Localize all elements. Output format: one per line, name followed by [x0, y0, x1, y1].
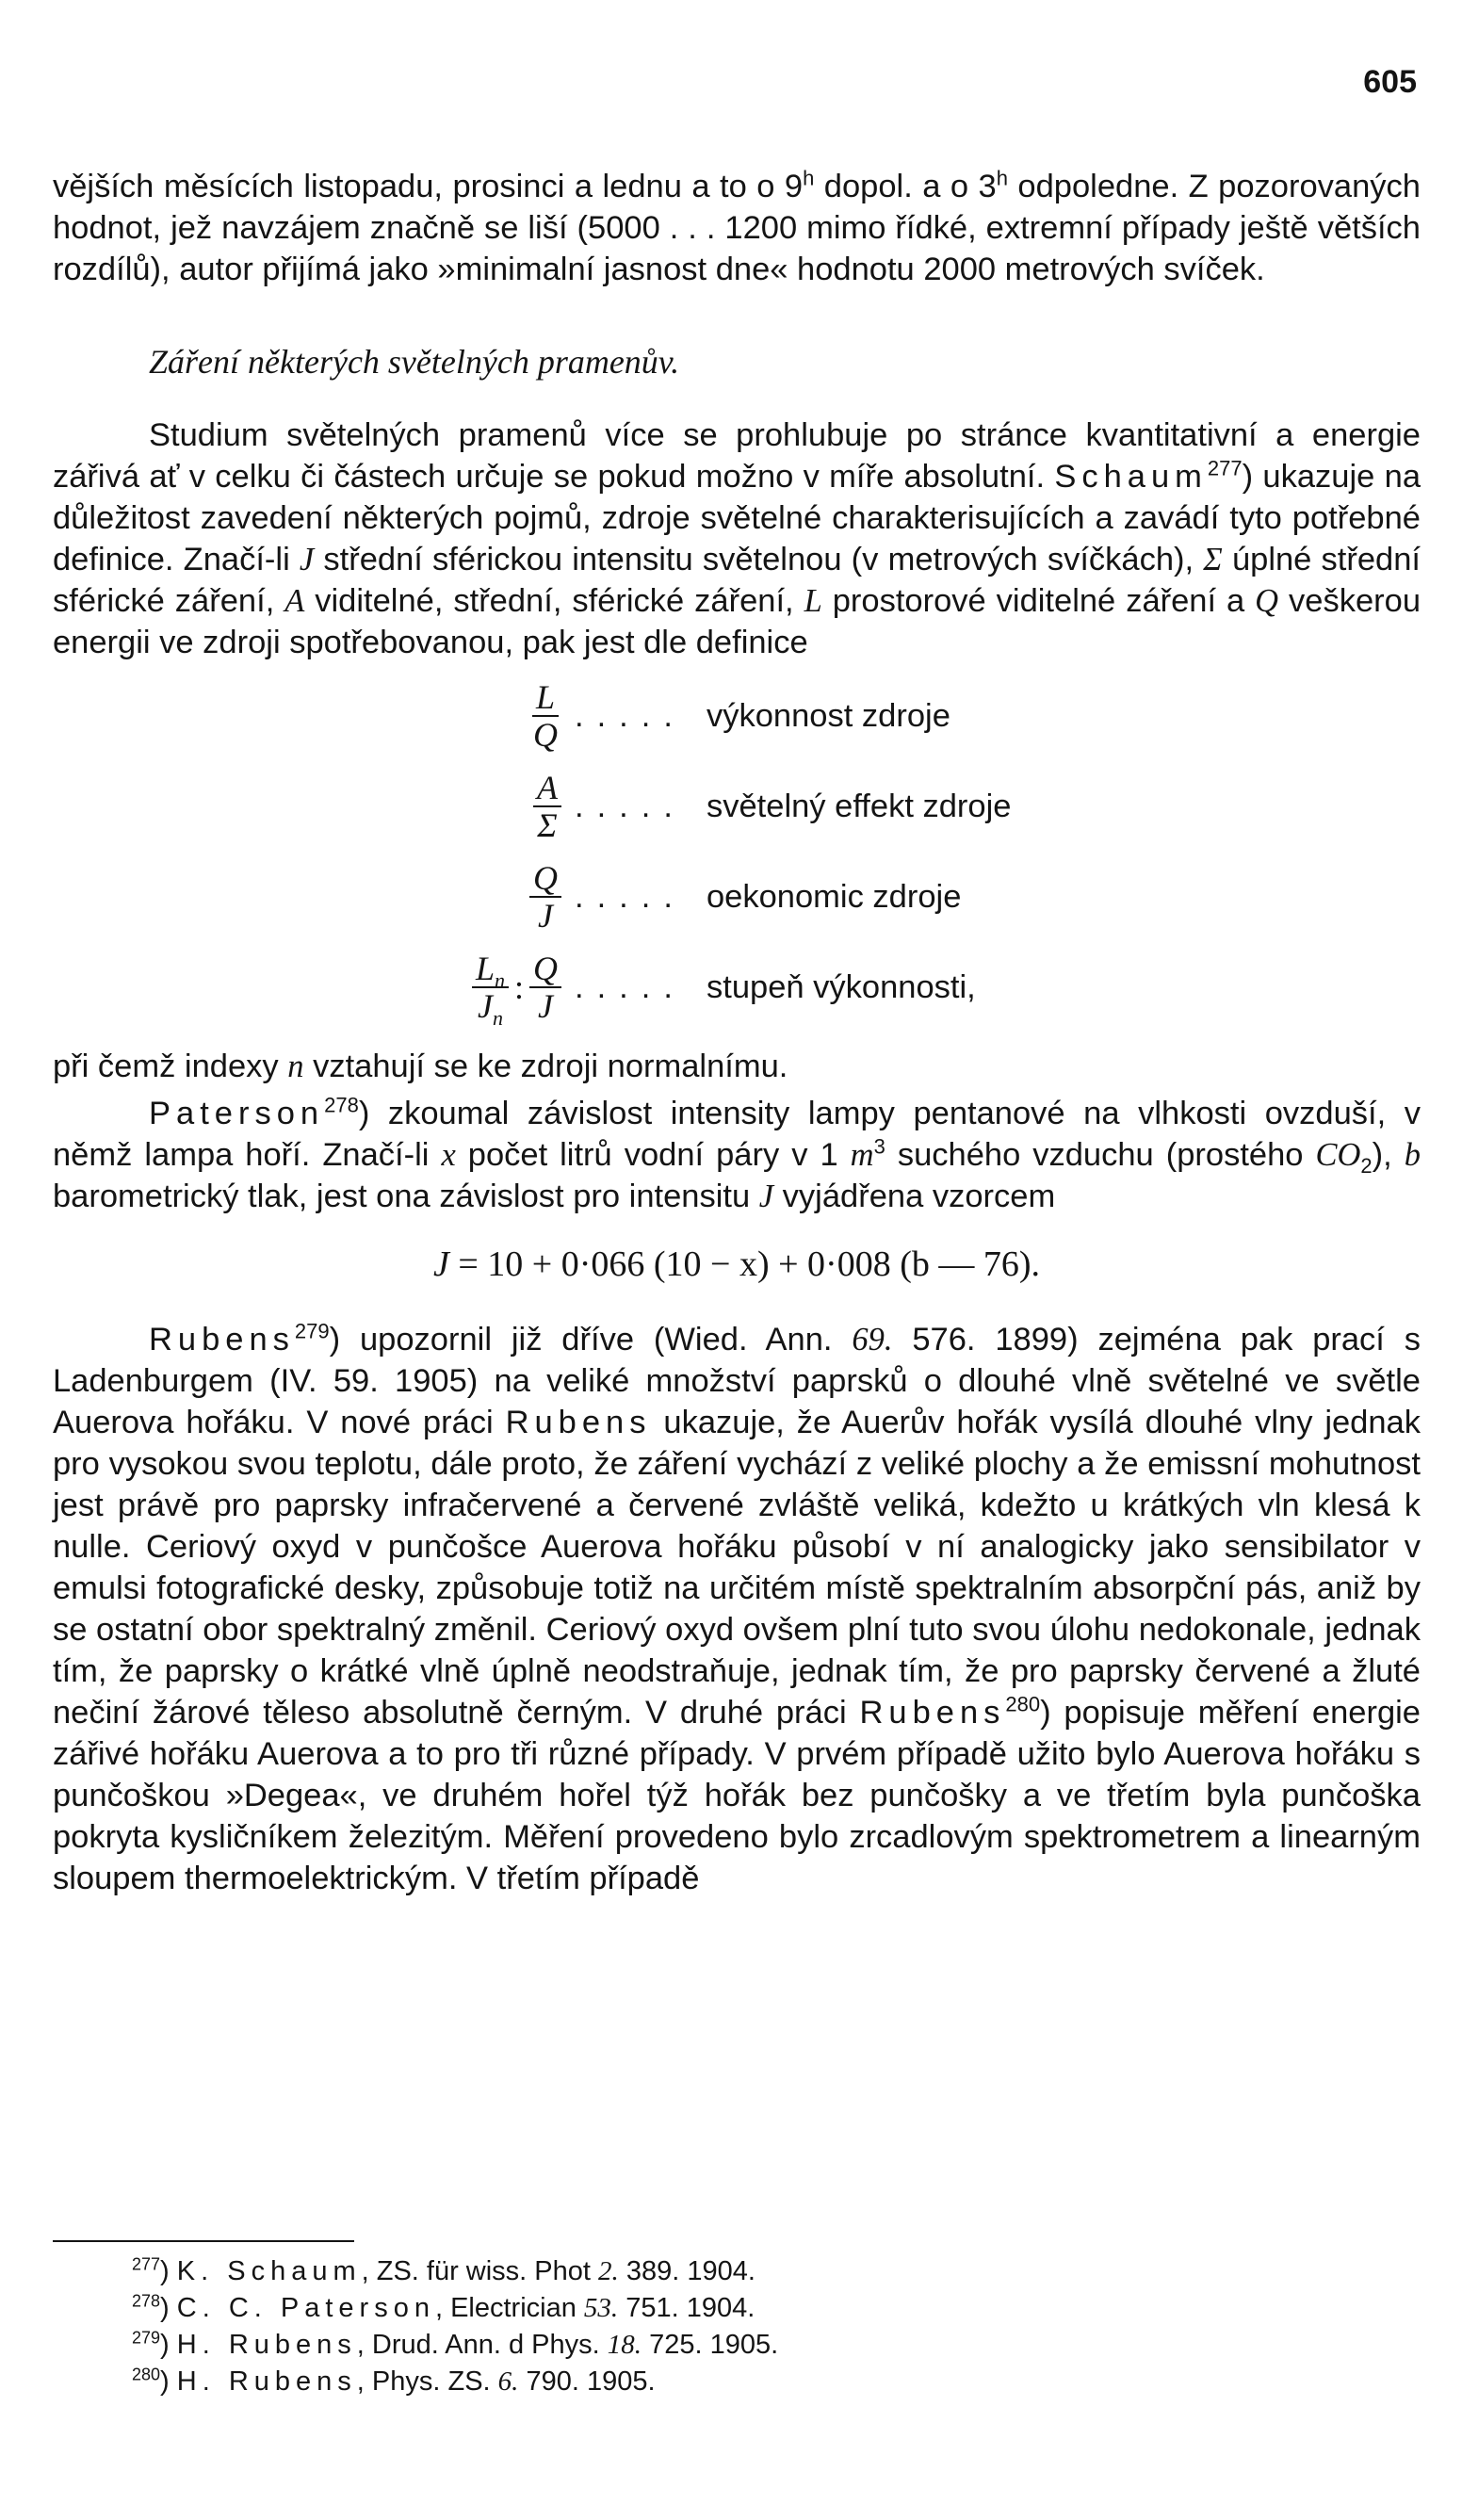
- formula: J = 10 + 0·066 (10 − x) + 0·008 (b — 76).: [432, 1244, 1041, 1284]
- definition-label: stupeň výkonnosti,: [707, 969, 976, 1005]
- paragraph-2: Studium světelných pramenů více se prohlubuje po stránce kvantitativní a energie zářivá ať v celku či částech určuje se pokud možno v míře absolutní. Schaum$^{277}$) ukazuje na důležitost zavedení některých pojmů, zdroje světelné charakterisujících a zavádí tyto potřebné definice. Značí-li J střední sférickou intensitu světelnou (v metrových svíčkách), Σ úplné střední sférické záření, A viditelné, střední, sférické záření, L prostorové viditelné záření a Q veškerou energii ve zdroji spotřebovanou, pak jest dle definice: [53, 417, 1421, 660]
- section-heading: Záření některých světelných pramenův.: [149, 343, 680, 381]
- footnote-ref: 280: [1005, 1692, 1041, 1716]
- main-text: [53, 166, 1421, 1899]
- footnote-divider: [53, 2240, 354, 2242]
- definition-row: $\frac{L}{Q}$ ..... výkonnost zdroje: [53, 671, 1421, 761]
- paragraph-5: Rubens$^{279}$) upozornil již dříve (Wied. Ann. 69. 576. 1899) zejména pak prací s Ladenburgem (IV. 59. 1905) na veliké množství paprsků o dlouhé vlně světelné ve světle Auerova hořáku. V nové práci Rubens ukazuje, že Auerův hořák vysílá dlouhé vlny jednak pro vysokou svou teplotu, dále proto, že záření vychází z veliké plochy a že emissní mohutnost jest právě pro paprsky infračervené a červené zvláště veliká, kdežto u krátkých vln klesá k nulle. Ceriový oxyd v punčošce Auerova hořáku působí v ní analogicky jako sensibilator v emulsi fotografické desky, způsobuje totiž na určitém místě spektralním absorpční pás, aniž by se ostatní obor spektralný změnil. Ceriový oxyd ovšem plní tuto svou úlohu nedokonale, jednak tím, že paprsky o krátké vlně úplně neodstraňuje, jednak tím, že pro paprsky červené a žluté nečiní žárové těleso absolutně černým. V druhé práci Rubens$^{280}$) popisuje měření energie zářivé hořáku Auerova a to pro tři různé případy. V prvém případě užito bylo Auerova hořáku s punčoškou »Degea«, ve druhém hořel týž hořák bez punčošky a ve třetím byla punčoška pokryta kysličníkem železitým. Měření provedeno bylo zrcadlovým spektrometrem a linearným sloupem thermoelektrickým. V třetím případě: [53, 1319, 1421, 1896]
- definition-label: výkonnost zdroje: [707, 698, 950, 734]
- fraction: $\frac{L_n}{J_n}$: [472, 951, 509, 1024]
- footnote: $^{278}$) C. C. Paterson, Electrician 53. 751. 1904.: [132, 2291, 755, 2323]
- footnote: $^{279}$) H. Rubens, Drud. Ann. d Phys. 18. 725. 1905.: [132, 2328, 779, 2360]
- author-name: Rubens: [505, 1405, 652, 1440]
- footnote: $^{277}$) K. Schaum, ZS. für wiss. Phot 2. 389. 1904.: [132, 2254, 755, 2286]
- paragraph-1: vějších měsících listopadu, prosinci a lednu a to o 9$^h$ dopol. a o 3$^h$ odpoledne. Z pozorovaných hodnot, jež navzájem značně se liší (5000 . . . 1200 mimo řídké, extremní případy ještě větších rozdílů), autor přijímá jako »minimalní jasnost dne« hodnotu 2000 metrových svíček.: [53, 166, 1421, 287]
- author-name: Rubens: [859, 1695, 1006, 1731]
- footnote: $^{280}$) H. Rubens, Phys. ZS. 6. 790. 1905.: [132, 2365, 656, 2397]
- footnote-ref: 277: [1207, 456, 1243, 480]
- author-name: Rubens: [149, 1322, 295, 1358]
- definitions-list: [53, 671, 1421, 1032]
- footnote-ref: 279: [294, 1319, 330, 1343]
- author-name: Paterson: [149, 1096, 325, 1131]
- paragraph-4: Paterson$^{278}$) zkoumal závislost intensity lampy pentanové na vlhkosti ovzduší, v němž lampa hoří. Značí-li x počet litrů vodní páry v 1 $m^3$ suchého vzduchu (prostého $CO_2$), b barometrický tlak, jest ona závislost pro intensitu J vyjádřena vzorcem: [53, 1093, 1421, 1214]
- footnotes: [132, 2253, 778, 2400]
- definition-label: oekonomic zdroje: [707, 879, 962, 915]
- fraction: $\frac{A}{\Sigma}$: [533, 770, 561, 843]
- page-number: 605: [1363, 64, 1417, 100]
- definition-row: $\frac{A}{\Sigma}$ ..... světelný effekt zdroje: [53, 761, 1421, 852]
- fraction: $\frac{Q}{J}$: [529, 860, 561, 934]
- footnote-ref: 278: [324, 1093, 359, 1117]
- definition-row: $\frac{L_n}{J_n}$ : $\frac{Q}{J}$ ..... stupeň výkonnosti,: [53, 942, 1421, 1032]
- fraction: $\frac{Q}{J}$: [529, 951, 561, 1024]
- author-name: Schaum: [1054, 459, 1208, 495]
- fraction: $\frac{L}{Q}$: [533, 678, 558, 754]
- definition-row: $\frac{Q}{J}$ ..... oekonomic zdroje: [53, 852, 1421, 942]
- definition-label: světelný effekt zdroje: [707, 789, 1012, 824]
- paragraph-3: při čemž indexy n vztahují se ke zdroji normalnímu.: [53, 1049, 788, 1084]
